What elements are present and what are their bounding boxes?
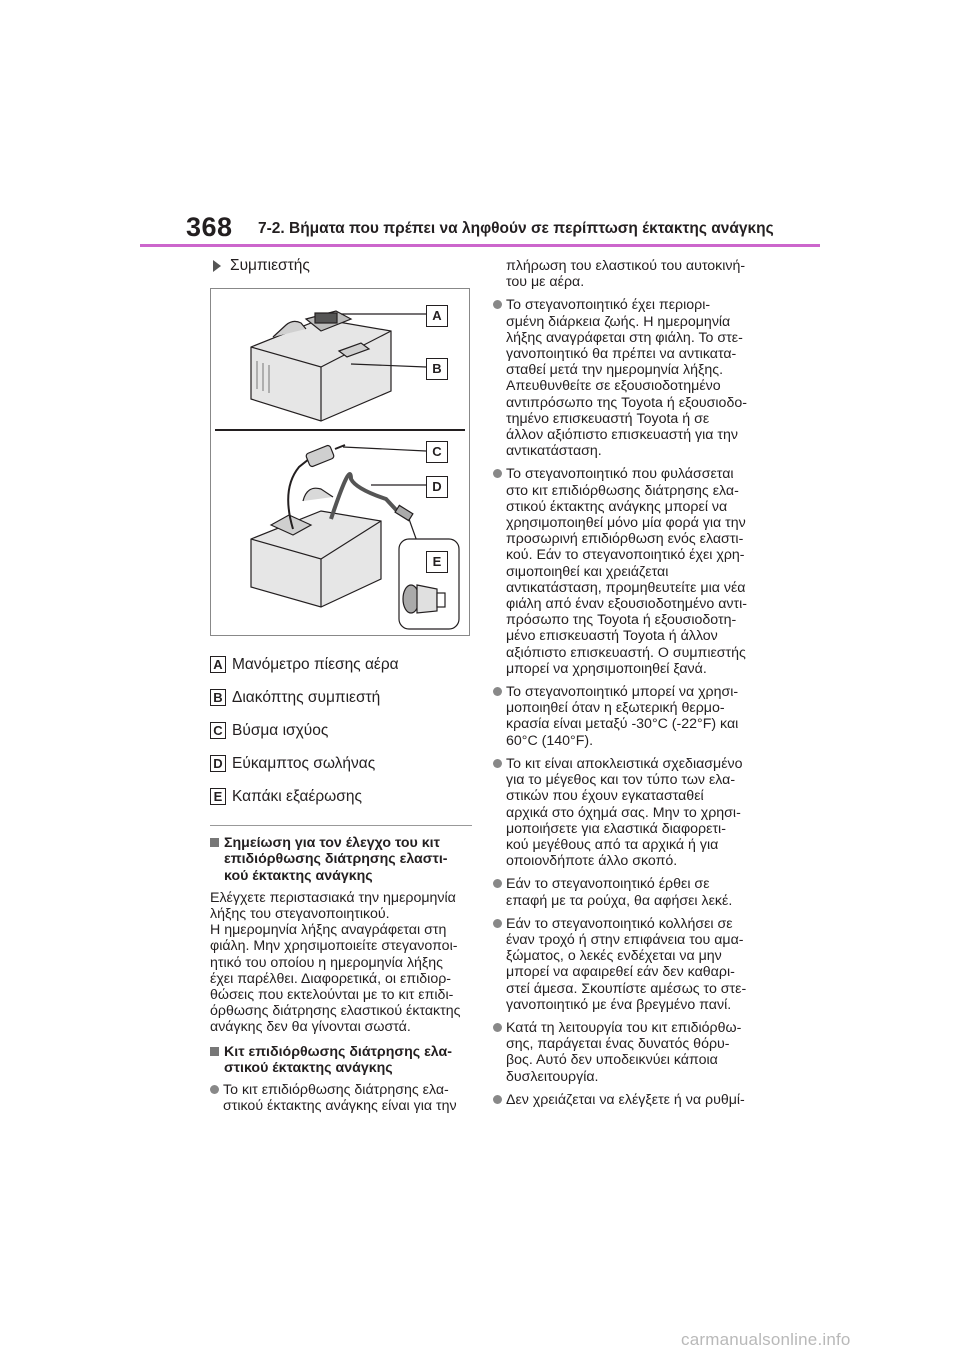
legend-item-c: [210, 714, 472, 747]
body-line: μένο επισκευαστή Toyota ή άλλον: [506, 628, 718, 645]
legend-key: E: [210, 788, 226, 805]
note-heading-line: Κιτ επιδιόρθωσης διάτρησης ελα-: [224, 1043, 452, 1060]
figure-label-e: E: [426, 551, 448, 573]
round-bullet-icon: [493, 919, 502, 928]
square-bullet-icon: [210, 838, 219, 847]
note-heading-line: κού έκτακτης ανάγκης: [224, 867, 373, 884]
body-line: γανοποιητικό θα πρέπει να αντικατα-: [506, 346, 737, 363]
note-heading-line: επιδιόρθωσης διάτρησης ελαστι-: [224, 851, 448, 868]
body-line: μοποιηθεί όταν η εξωτερική θερμο-: [506, 700, 725, 717]
body-line: βος. Αυτό δεν υποδεικνύει κάποια: [506, 1052, 718, 1069]
figure-label-b: B: [426, 358, 448, 380]
body-line: στικού έκτακτης ανάγκης μπορεί να: [506, 498, 728, 515]
bullet-item: [493, 1020, 761, 1085]
body-line: τημένο επισκευαστή Toyota ή σε: [506, 410, 710, 427]
body-line: πρόσωπο της Toyota ή εξουσιοδοτη-: [506, 612, 737, 629]
body-line: στικού έκτακτης ανάγκης είναι για την: [223, 1098, 457, 1115]
body-line: αντικατάσταση, προμηθευτείτε μια νέα: [506, 579, 746, 596]
body-line: φιάλη από έναν εξουσιοδοτημένο αντι-: [506, 596, 747, 613]
legend-key: A: [210, 656, 226, 673]
body-line: σμένη διάρκεια ζωής. Η ημερομηνία: [506, 313, 731, 330]
body-line: μπορεί να αφαιρεθεί εάν δεν καθαρι-: [506, 964, 735, 981]
watermark: carmanualsonline.info: [681, 1330, 851, 1349]
body-line: μπορεί να χρησιμοποιηθεί ξανά.: [506, 660, 707, 677]
body-line: Το στεγανοποιητικό μπορεί να χρησι-: [506, 684, 739, 701]
body-line: μοποιήσετε για ελαστικά διαφορετι-: [506, 820, 726, 837]
note-heading-check: [210, 835, 472, 884]
body-line: πλήρωση του ελαστικού του αυτοκινή-: [506, 258, 746, 274]
round-bullet-icon: [493, 300, 502, 309]
subheading-text: Συμπιεστής: [230, 257, 310, 274]
round-bullet-icon: [493, 1023, 502, 1032]
legend-text: Βύσμα ισχύος: [232, 721, 329, 739]
continuation-text: [493, 258, 761, 290]
square-bullet-icon: [210, 1047, 219, 1056]
body-line: κού. Εάν το στεγανοποιητικό έχει χρη-: [506, 547, 745, 564]
legend-item-a: [210, 648, 472, 681]
body-line: αξιόπιστο επισκευαστή. Ο συμπιεστής: [506, 644, 746, 661]
body-line: έναν τροχό ή στην επιφάνεια του αμα-: [506, 931, 744, 948]
body-line: για το μέγεθος και τον τύπο των ελα-: [506, 772, 736, 789]
body-line: Ελέγχετε περιστασιακά την ημερομηνία: [210, 889, 456, 906]
note-heading-kit: [210, 1044, 472, 1076]
body-line: όρθωσης διάτρησης ελαστικού έκτακτης: [210, 1003, 461, 1020]
body-line: λήξης του στεγανοποιητικού.: [210, 906, 390, 923]
figure-label-d: D: [426, 476, 448, 498]
body-line: αντικατάσταση.: [506, 443, 602, 460]
body-line: στικών που έχουν εγκατασταθεί: [506, 788, 704, 805]
body-line: φιάλη. Μην χρησιμοποιείτε στεγανοποι-: [210, 938, 458, 955]
legend-item-d: [210, 747, 472, 780]
body-line: 60°C (140°F).: [506, 732, 594, 749]
body-line: στο κιτ επιδιόρθωσης διάτρησης ελα-: [506, 482, 739, 499]
body-line: ξώματος, ο λεκές ενδέχεται να μην: [506, 948, 722, 965]
left-column: [210, 258, 472, 1121]
bullet-item: [493, 297, 761, 459]
legend-text: Εύκαμπτος σωλήνας: [232, 754, 376, 772]
legend-text: Μανόμετρο πίεσης αέρα: [232, 655, 399, 673]
triangle-bullet-icon: [213, 260, 221, 272]
body-line: επαφή με τα ρούχα, θα αφήσει λεκέ.: [506, 892, 733, 909]
legend-item-b: [210, 681, 472, 714]
legend-item-e: [210, 780, 472, 813]
page-number: 368: [186, 212, 233, 242]
body-line: ανάγκης δεν θα γίνονται σωστά.: [210, 1019, 411, 1036]
body-line: χρησιμοποιηθεί μόνο μία φορά για την: [506, 515, 746, 532]
body-line: σιμοποιηθεί και χρειάζεται: [506, 563, 669, 580]
body-line: οποιονδήποτε άλλο σκοπό.: [506, 853, 678, 870]
body-line: σταθεί μετά την ημερομηνία λήξης.: [506, 362, 724, 379]
right-column: [493, 258, 761, 1115]
legend-key: C: [210, 722, 226, 739]
round-bullet-icon: [493, 759, 502, 768]
body-line: αντιπρόσωπο της Toyota ή εξουσιοδο-: [506, 394, 747, 411]
body-line: αρχικά στο όχημά σας. Μην το χρησι-: [506, 804, 741, 821]
body-line: κρασία είναι μεταξύ -30°C (-22°F) και: [506, 716, 739, 733]
body-line: δυσλειτουργία.: [506, 1068, 599, 1085]
body-line: άλλον αξιόπιστο επισκευαστή για την: [506, 427, 739, 444]
bullet-item: [493, 1092, 761, 1108]
legend-key: B: [210, 689, 226, 706]
body-line: λήξης αναγράφεται στη φιάλη. Το στε-: [506, 329, 743, 346]
body-line: κού μεγέθους από τα αρχικά ή για: [506, 836, 719, 853]
bullet-item: [493, 466, 761, 677]
legend: [210, 648, 472, 813]
section-title: 7-2. Βήματα που πρέπει να ληφθούν σε περίπτωση έκτακτης ανάγκης: [258, 220, 774, 237]
bullet-item: [493, 684, 761, 749]
round-bullet-icon: [210, 1085, 219, 1094]
bullet-item: [493, 756, 761, 869]
body-line: γανοποιητικό με ένα βρεγμένο πανί.: [506, 996, 732, 1013]
compressor-illustration: [210, 288, 470, 636]
legend-text: Διακόπτης συμπιεστή: [232, 688, 381, 706]
round-bullet-icon: [493, 469, 502, 478]
note-heading-line: Σημείωση για τον έλεγχο του κιτ: [224, 835, 440, 852]
body-line: Εάν το στεγανοποιητικό έρθει σε: [506, 876, 710, 893]
round-bullet-icon: [493, 1095, 502, 1104]
body-line: προσωρινή επιδιόρθωση ενός ελαστι-: [506, 531, 744, 548]
round-bullet-icon: [493, 687, 502, 696]
body-line: Το κιτ είναι αποκλειστικά σχεδιασμένο: [506, 755, 743, 772]
figure-label-a: A: [426, 305, 448, 327]
body-line: Η ημερομηνία λήξης αναγράφεται στη: [210, 922, 447, 939]
body-line: Δεν χρειάζεται να ελέγξετε ή να ρυθμί-: [506, 1091, 745, 1108]
legend-text: Καπάκι εξαέρωσης: [232, 787, 362, 805]
body-line: στεί άμεσα. Σκουπίστε αμέσως το στε-: [506, 980, 747, 997]
body-line: σης, παράγεται ένας δυνατός θόρυ-: [506, 1036, 730, 1053]
body-line: Κατά τη λειτουργία του κιτ επιδιόρθω-: [506, 1019, 742, 1036]
note-body-check: [210, 890, 472, 1036]
body-line: Το στεγανοποιητικό που φυλάσσεται: [506, 466, 734, 483]
body-line: έχει παρέλθει. Διαφορετικά, οι επιδιορ-: [210, 970, 451, 987]
body-line: Το κιτ επιδιόρθωσης διάτρησης ελα-: [223, 1082, 449, 1099]
legend-key: D: [210, 755, 226, 772]
body-line: Απευθυνθείτε σε εξουσιοδοτημένο: [506, 378, 721, 395]
divider: [210, 825, 472, 826]
body-line: Το στεγανοποιητικό έχει περιορι-: [506, 297, 711, 314]
body-line: ητικό του οποίου η ημερομηνία λήξης: [210, 954, 444, 971]
note-heading-line: στικού έκτακτης ανάγκης: [224, 1059, 393, 1076]
figure-label-c: C: [426, 441, 448, 463]
bullet-item: [493, 876, 761, 908]
body-line: Εάν το στεγανοποιητικό κολλήσει σε: [506, 915, 733, 932]
header-rule: [140, 244, 820, 247]
body-line: του με αέρα.: [506, 274, 585, 291]
compressor-subheading: [210, 258, 472, 274]
bullet-item: [210, 1082, 472, 1114]
round-bullet-icon: [493, 879, 502, 888]
body-line: θώσεις που εκτελούνται με το κιτ επιδι-: [210, 987, 454, 1004]
bullet-item: [493, 916, 761, 1013]
